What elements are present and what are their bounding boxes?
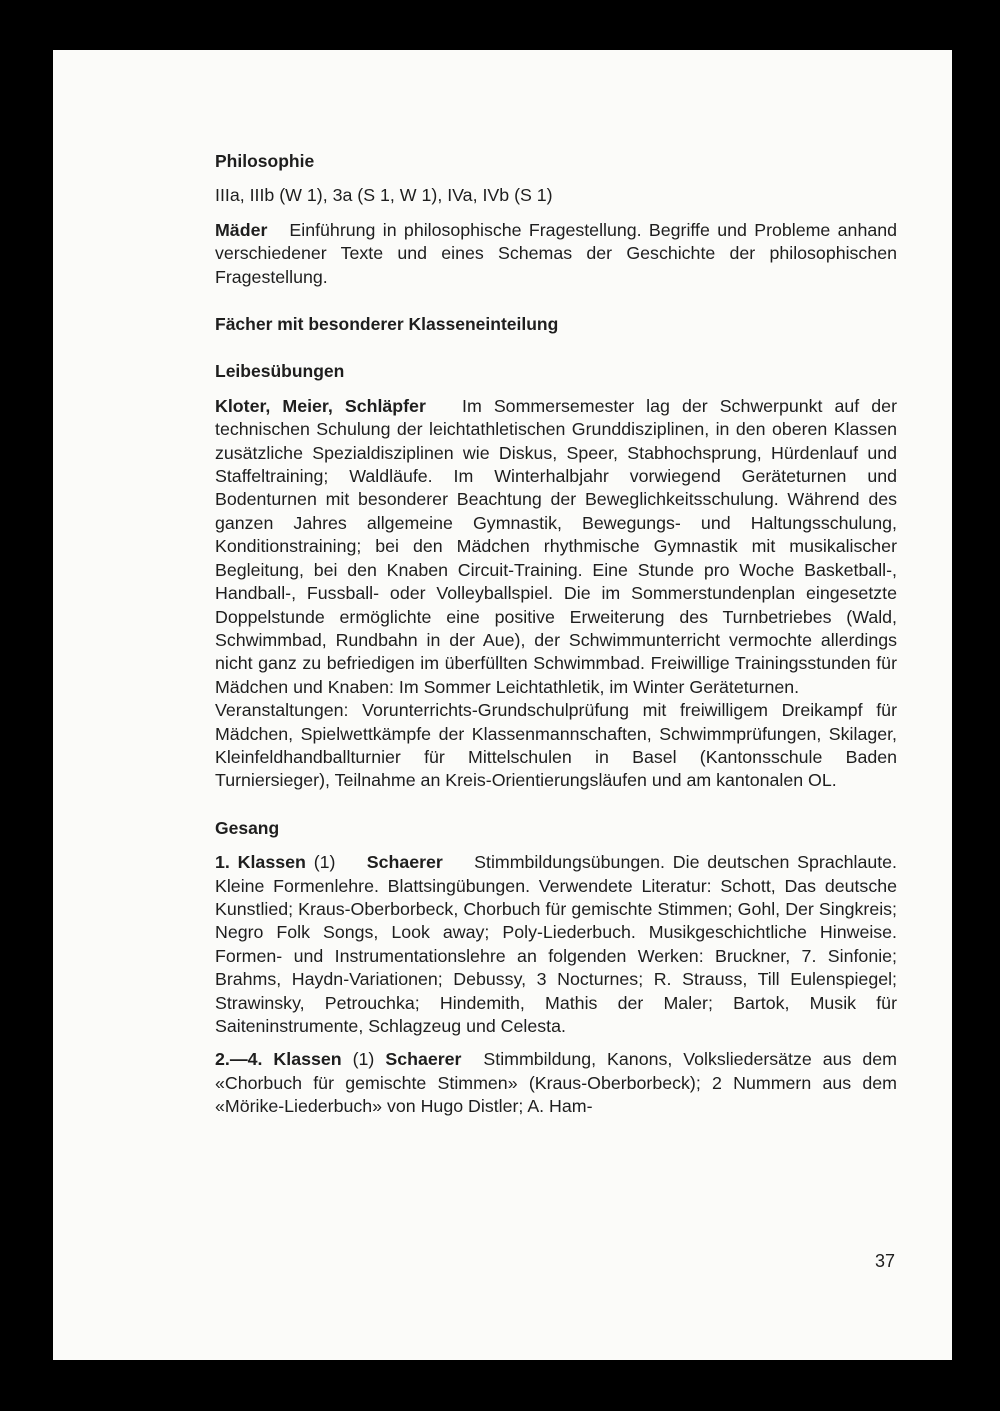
gesang-2-hours: (1) [352, 1049, 375, 1070]
heading-faecher: Fächer mit besonderer Klasseneinteilung [215, 314, 559, 335]
gesang-2-text: Stimmbildung, Kanons, Volksliedersätze aus dem «Chorbuch für gemischte Stimmen» (Kraus-Oberborbeck); 2 Nummern aus dem «Mörike-Liederbuch» von Hugo Distler; A. Ham- [215, 1049, 897, 1117]
gesang-2-classes: 2.—4. Klassen [215, 1049, 342, 1070]
philosophie-teacher: Mäder [215, 219, 268, 240]
leibesuebungen-paragraph [215, 395, 897, 699]
page-content [215, 150, 897, 1119]
philosophie-classes: IIIa, IIIb (W 1), 3a (S 1, W 1), IVa, IVb (S 1) [215, 185, 553, 206]
leibesuebungen-text: Im Sommersemester lag der Schwerpunkt auf der technischen Schulung der leichtathletischen Grunddisziplinen, in den oberen Klassen zusätzliche Spezialdisziplinen wie Diskus, Speer, Stabhochsprung, Hürdenlauf und Staffeltraining; Waldläufe. Im Winterhalbjahr vorwiegend Geräteturnen und Bodenturnen mit besonderer Beachtung der Beweglichkeitsschulung. Während des ganzen Jahres allgemeine Gymnastik, Bewegungs- und Haltungsschulung, Konditionstraining; bei den Mädchen rhythmische Gymnastik mit musikalischer Begleitung, bei den Knaben Circuit-Training. Eine Stunde pro Woche Basketball-, Handball-, Fussball- oder Volleyballspiel. Die im Sommerstundenplan eingesetzte Doppelstunde ermöglichte eine positive Erweiterung des Turnbetriebes (Wald, Schwimmbad, Rundbahn in der Aue), der Schwimmunterricht vermochte allerdings nicht ganz zu befriedigen im überfüllten Schwimmbad. Freiwillige Trainingsstunden für Mädchen und Knaben: Im Sommer Leichtathletik, im Winter Geräteturnen. [215, 395, 897, 697]
philosophie-paragraph [215, 219, 897, 289]
gesang-paragraph-2 [215, 1048, 897, 1118]
heading-gesang: Gesang [215, 817, 280, 838]
gesang-1-hours: (1) [313, 852, 336, 873]
heading-philosophie: Philosophie [215, 151, 315, 171]
gesang-paragraph-1 [215, 851, 897, 1038]
page-number: 37 [875, 1251, 896, 1271]
leibesuebungen-teachers: Kloter, Meier, Schläpfer [215, 395, 426, 416]
gesang-1-classes: 1. Klassen [215, 852, 306, 873]
leibesuebungen-events: Veranstaltungen: Vorunterrichts-Grundschulprüfung mit freiwilligem Dreikampf für Mädchen, Spielwettkämpfe der Klassenmannschaften, Schwimmprüfungen, Skilager, Kleinfeldhandballturnier für Mittelschulen in Basel (Kantonsschule Baden Turniersieger), Teilnahme an Kreis-Orientierungsläufen und am kantonalen OL. [215, 700, 897, 791]
philosophie-text: Einführung in philosophische Fragestellung. Begriffe und Probleme anhand verschiedener Texte und eines Schemas der Geschichte der philosophischen Fragestellung. [215, 219, 897, 287]
gesang-1-teacher: Schaerer [366, 852, 443, 873]
heading-leibesuebungen: Leibesübungen [215, 361, 345, 382]
gesang-2-teacher: Schaerer [385, 1049, 462, 1070]
document-page [53, 50, 952, 1360]
gesang-1-text: Stimmbildungsübungen. Die deutschen Sprachlaute. Kleine Formenlehre. Blattsingübungen. Verwendete Literatur: Schott, Das deutsche Kunstlied; Kraus-Oberborbeck, Chorbuch für gemischte Stimmen; Gohl, Der Singkreis; Negro Folk Songs, Look away; Poly-Liederbuch. Musikgeschichtliche Hinweise. Formen- und Instrumentationslehre an folgenden Werken: Bruckner, 7. Sinfonie; Brahms, Haydn-Variationen; Debussy, 3 Nocturnes; R. Strauss, Till Eulenspiegel; Strawinsky, Petrouchka; Hindemith, Mathis der Maler; Bartok, Musik für Saiteninstrumente, Schlagzeug und Celesta. [215, 852, 897, 1036]
